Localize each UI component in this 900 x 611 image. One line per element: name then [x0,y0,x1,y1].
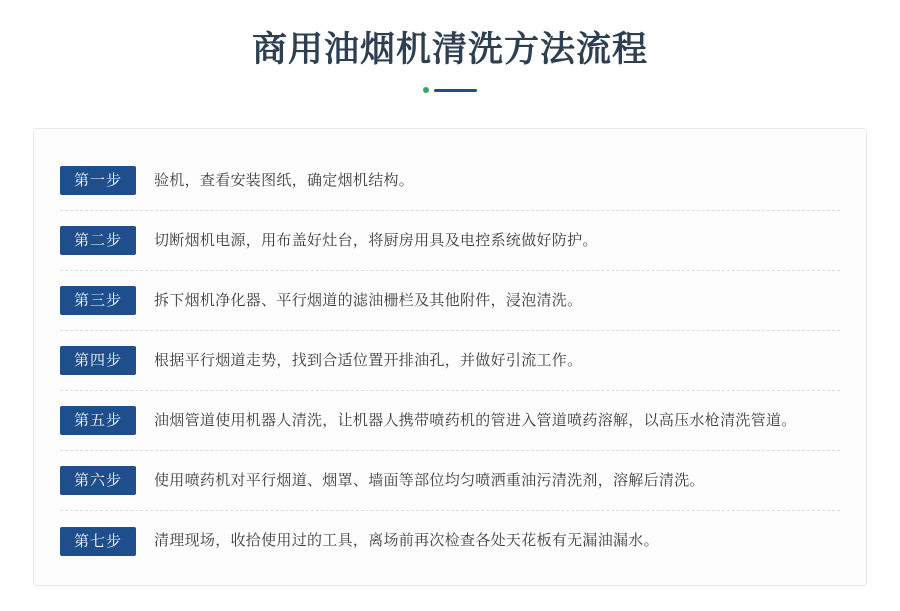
steps-card [33,128,867,586]
step-description: 切断烟机电源，用布盖好灶台，将厨房用具及电控系统做好防护。 [154,231,598,249]
list-item [60,511,840,571]
list-item [60,271,840,331]
status-badge: 第四步 [60,346,136,375]
status-badge: 第一步 [60,166,136,195]
status-badge: 第五步 [60,406,136,435]
divider-dot-icon [423,87,429,93]
status-badge: 第六步 [60,466,136,495]
list-item [60,151,840,211]
list-item [60,391,840,451]
list-item [60,211,840,271]
steps-list [34,129,866,581]
page-header [0,0,900,92]
status-badge: 第七步 [60,527,136,556]
list-item [60,331,840,391]
step-description: 拆下烟机净化器、平行烟道的滤油栅栏及其他附件，浸泡清洗。 [154,291,583,309]
step-description: 油烟管道使用机器人清洗，让机器人携带喷药机的管进入管道喷药溶解，以高压水枪清洗管道。 [154,411,797,429]
divider-bar-icon [434,89,477,92]
step-description: 根据平行烟道走势，找到合适位置开排油孔，并做好引流工作。 [154,351,583,369]
title-divider [423,88,477,92]
step-description: 使用喷药机对平行烟道、烟罩、墙面等部位均匀喷洒重油污清洗剂，溶解后清洗。 [154,471,705,489]
status-badge: 第三步 [60,286,136,315]
list-item [60,451,840,511]
step-description: 清理现场，收拾使用过的工具，离场前再次检查各处天花板有无漏油漏水。 [154,532,659,549]
step-description: 验机，查看安装图纸，确定烟机结构。 [154,171,415,189]
page-title: 商用油烟机清洗方法流程 [251,30,648,69]
status-badge: 第二步 [60,226,136,255]
